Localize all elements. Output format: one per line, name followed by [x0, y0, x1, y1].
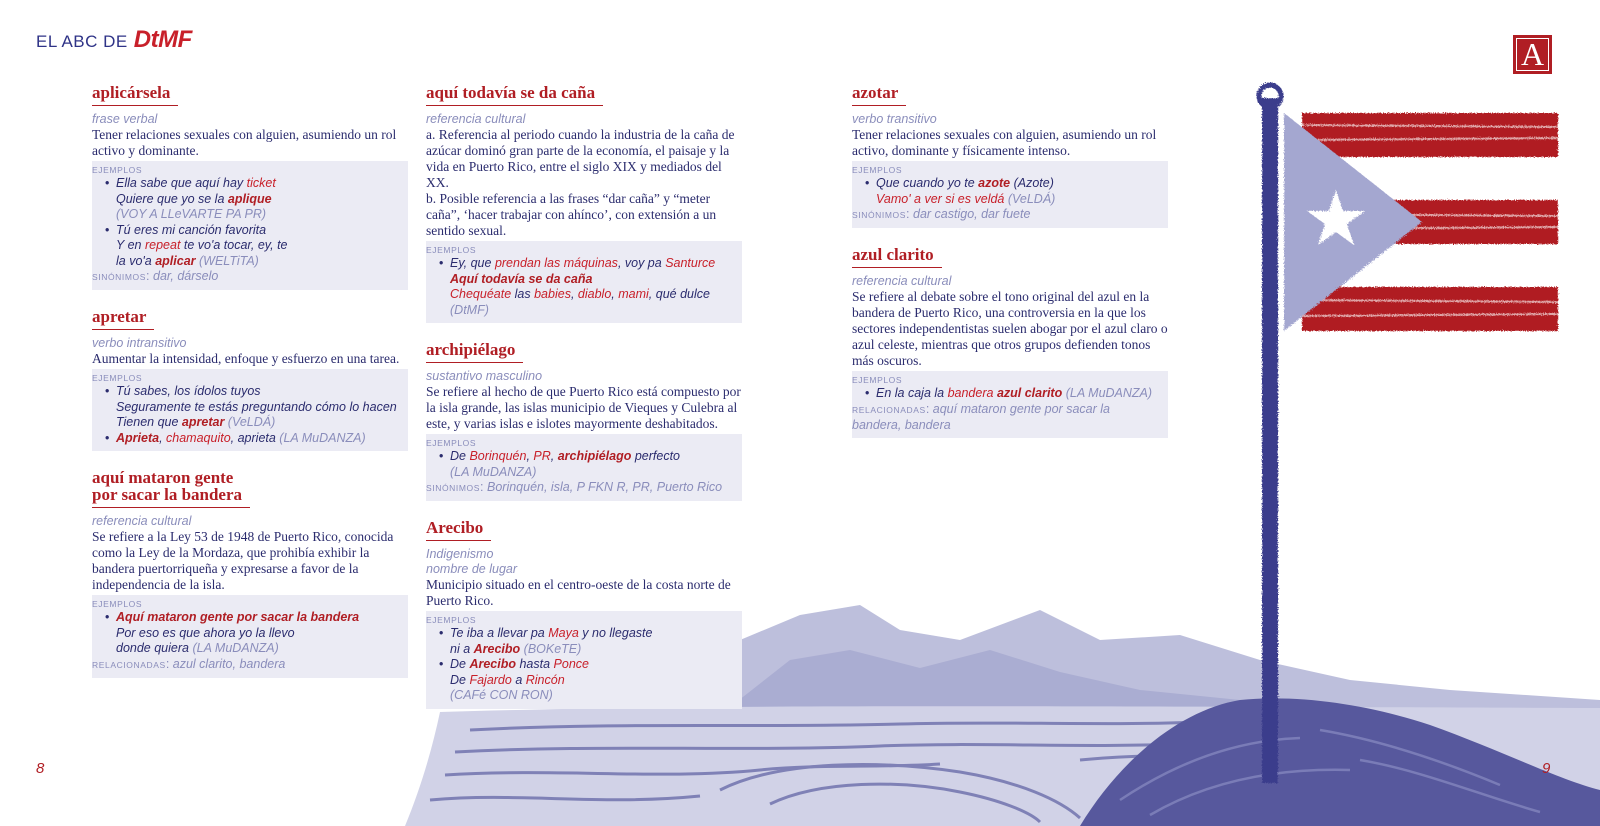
example-line: [450, 673, 736, 689]
lyric-text: las: [511, 287, 535, 301]
lyric-text: ,: [159, 430, 167, 445]
example-line: [116, 384, 402, 400]
lyric-text: De: [450, 672, 470, 687]
lyric-text: perfecto: [631, 449, 681, 463]
entry-definition: Se refiere a la Ley 53 de 1948 de Puerto Rico, conocida como la Ley de la Mordaza, que prohibía exhibir la bandera puertorriqueña y expresarse a favor de la independencia de la isla.: [92, 529, 394, 592]
dictionary-entry: [852, 80, 1168, 228]
example-line: [450, 256, 736, 272]
examples-list: [852, 386, 1162, 402]
examples-label: EJEMPLOS: [852, 375, 903, 385]
highlighted-term: Maya: [548, 626, 579, 640]
examples-list: [426, 449, 736, 480]
highlighted-term: Rincón: [525, 672, 565, 687]
lyric-source: (WELTiTA): [195, 253, 259, 268]
examples-label: EJEMPLOS: [92, 373, 143, 383]
examples-label: EJEMPLOS: [852, 165, 903, 175]
entry-headword: aquí todavía se da caña: [426, 84, 603, 106]
example-line: [116, 254, 402, 270]
example-line: [450, 287, 736, 303]
dictionary-entry: [426, 337, 742, 501]
entry-headword: archipiélago: [426, 341, 523, 363]
lyric-source: (BOKeTE): [520, 641, 582, 656]
example-item: [862, 176, 1162, 207]
example-line: [116, 610, 402, 626]
dictionary-entry: [426, 515, 742, 709]
brand-logo: DtMF: [133, 26, 192, 53]
example-line: [116, 431, 402, 447]
example-item: [862, 386, 1162, 402]
example-item: [102, 176, 402, 223]
highlighted-term: Aquí mataron gente por sacar la bandera: [116, 610, 360, 624]
highlighted-term: ticket: [246, 176, 276, 190]
example-line: [116, 176, 402, 192]
example-line: [450, 449, 736, 465]
entry-part-of-speech: Indigenismo: [426, 547, 494, 561]
footer-label: SINÓNIMOS: [426, 483, 481, 493]
lyric-text: Seguramente te estás preguntando cómo lo hacen: [116, 399, 397, 414]
lyric-text: te vo'a tocar, ey, te: [180, 238, 288, 252]
example-line: [450, 626, 736, 642]
footer-value: dar castigo, dar fuete: [913, 207, 1031, 221]
highlighted-term: bandera: [947, 386, 994, 400]
examples-box: [852, 161, 1168, 228]
examples-list: [852, 176, 1162, 207]
example-line: [876, 386, 1162, 402]
lyric-text: De: [450, 657, 470, 671]
example-item: [102, 610, 402, 657]
highlighted-term: PR: [533, 449, 551, 463]
lyric-source: (VeLDÁ): [224, 415, 276, 429]
entry-definition: Tener relaciones sexuales con alguien, asumiendo un rol activo, dominante y físicamente intenso.: [852, 127, 1157, 158]
example-item: [102, 223, 402, 270]
entry-definition: Se refiere al hecho de que Puerto Rico está compuesto por la isla grande, las islas municipio de Vieques y Culebra al este, y varias islas e islotes mayormente deshabitados.: [426, 384, 741, 431]
glossary-column-3: [852, 80, 1168, 452]
dictionary-entry: [92, 304, 408, 451]
entry-part-of-speech: referencia cultural: [92, 514, 192, 528]
dictionary-entry: [92, 465, 408, 678]
examples-box: [852, 371, 1168, 438]
lyric-text: la vo'a: [116, 253, 156, 268]
entry-definition: Tener relaciones sexuales con alguien, asumiendo un rol activo y dominante.: [92, 127, 397, 158]
entry-headword: aplicársela: [92, 84, 178, 106]
entry-part-of-speech: verbo intransitivo: [92, 336, 187, 350]
entry-headword: Arecibo: [426, 519, 491, 541]
lyric-text: De: [450, 449, 470, 463]
example-line: [116, 626, 402, 642]
examples-label: EJEMPLOS: [426, 438, 477, 448]
lyric-source: (DtMF): [450, 302, 489, 317]
lyric-text: y no llegaste: [578, 626, 653, 640]
example-line: [450, 688, 736, 704]
entry-part-of-speech: nombre de lugar: [426, 562, 518, 576]
lyric-text: hasta: [516, 657, 554, 671]
entry-part-of-speech: referencia cultural: [426, 112, 526, 126]
highlighted-term: Borinquén: [469, 449, 527, 463]
highlighted-term: Aquí todavía se da caña: [450, 271, 593, 286]
lyric-text: Ey, que: [450, 256, 495, 270]
entry-part-of-speech: referencia cultural: [852, 274, 952, 288]
example-item: [436, 657, 736, 704]
page-number-left: 8: [36, 760, 45, 777]
examples-box: [426, 434, 742, 501]
lyric-source: (VeLDÁ): [1004, 191, 1056, 206]
lyric-text: ,: [570, 287, 578, 301]
example-line: [116, 641, 402, 657]
page-number-right: 9: [1542, 760, 1551, 777]
example-item: [436, 449, 736, 480]
example-item: [436, 626, 736, 657]
footer-label: RELACIONADAS: [92, 659, 166, 670]
examples-label: EJEMPLOS: [92, 165, 143, 175]
section-letter-badge: A: [1513, 35, 1552, 74]
highlighted-term: apretar: [181, 415, 225, 429]
lyric-source: (LA MuDANZA): [192, 641, 279, 655]
running-header: [36, 26, 192, 54]
synonyms-line: SINÓNIMOS: dar castigo, dar fuete: [852, 207, 1031, 221]
footer-value: dar, dárselo: [153, 269, 219, 283]
synonyms-line: SINÓNIMOS: Borinquén, isla, P FKN R, PR, Puerto Rico: [426, 480, 723, 494]
highlighted-term: aplique: [227, 191, 272, 206]
highlighted-term: babies: [534, 287, 571, 301]
highlighted-term: Vamo' a ver si es veldá: [876, 191, 1005, 206]
lyric-text: a: [511, 672, 526, 687]
highlighted-term: archipiélago: [557, 449, 632, 463]
example-line: [876, 176, 1162, 192]
example-item: [436, 256, 736, 318]
lyric-source: (LA MuDANZA): [450, 464, 537, 479]
examples-box: [92, 369, 408, 451]
highlighted-term: azote: [978, 176, 1011, 190]
lyric-source: (LA MuDANZA): [1062, 386, 1153, 400]
glossary-column-1: [92, 80, 408, 692]
lyric-text: Quiere que yo se la: [116, 191, 228, 206]
highlighted-term: chamaquito: [166, 430, 231, 445]
lyric-text: Te iba a llevar pa: [450, 626, 549, 640]
footer-value: aquí mataron gente por sacar la bandera, bandera: [852, 401, 1110, 432]
examples-list: [426, 626, 736, 704]
lyric-text: (Azote): [1010, 176, 1054, 190]
entry-headword: azotar: [852, 84, 906, 106]
examples-box: [426, 241, 742, 323]
lyric-text: Tú eres mi canción favorita: [116, 222, 267, 237]
highlighted-term: diablo: [577, 287, 612, 301]
example-line: [116, 192, 402, 208]
lyric-text: Ella sabe que aquí hay: [116, 176, 247, 190]
example-item: [102, 384, 402, 431]
dictionary-entry: [426, 80, 742, 323]
lyric-source: (LA MuDANZA): [279, 430, 366, 445]
highlighted-term: Santurce: [665, 256, 716, 270]
lyric-text: Tienen que: [116, 415, 182, 429]
entry-definition: Municipio situado en el centro-oeste de la costa norte de Puerto Rico.: [426, 577, 731, 608]
example-line: [116, 400, 402, 416]
examples-label: EJEMPLOS: [426, 615, 477, 625]
highlighted-term: azul clarito: [996, 386, 1063, 400]
example-line: [450, 642, 736, 658]
footer-label: SINÓNIMOS: [92, 272, 147, 282]
glossary-column-2: [426, 80, 742, 723]
lyric-text: Que cuando yo te: [876, 176, 979, 190]
highlighted-term: Aprieta: [116, 430, 160, 445]
footer-value: Borinquén, isla, P FKN R, PR, Puerto Rico: [487, 480, 723, 494]
dictionary-entry: [92, 80, 408, 290]
examples-box: [426, 611, 742, 709]
lyric-text: Por eso es que ahora yo la llevo: [116, 625, 295, 640]
related-line: RELACIONADAS: azul clarito, bandera: [92, 656, 286, 671]
examples-box: [92, 595, 408, 678]
example-line: [876, 192, 1162, 208]
example-line: [116, 238, 402, 254]
entry-headword: aquí mataron gente por sacar la bandera: [92, 469, 250, 508]
lyric-text: Y en: [116, 238, 145, 252]
highlighted-term: Arecibo: [469, 657, 516, 671]
entry-part-of-speech: frase verbal: [92, 112, 158, 126]
entry-definition: a. Referencia al periodo cuando la industria de la caña de azúcar dominó gran parte de la economía, el paisaje y la vida en Puerto Rico, entre el siglo XIX y mediados del XX. b. Posible referencia a las frases “dar caña” y “meter caña”, ‘hacer trabajar con ahínco’, con extensión a un sentido sexual.: [426, 127, 735, 238]
examples-list: [92, 176, 402, 269]
entry-definition: Aumentar la intensidad, enfoque y esfuerzo en una tarea.: [92, 351, 400, 366]
highlighted-term: aplicar: [155, 253, 196, 268]
example-line: [116, 223, 402, 239]
highlighted-term: Ponce: [553, 657, 589, 671]
dictionary-entry: [852, 242, 1168, 438]
examples-list: [426, 256, 736, 318]
examples-label: EJEMPLOS: [92, 599, 143, 609]
entry-definition: Se refiere al debate sobre el tono original del azul en la bandera de Puerto Rico, una controversia en la que los sectores independentistas suelen abogar por el azul claro o azul celeste, mientras que otros grupos defienden tonos más oscuros.: [852, 289, 1168, 368]
lyric-text: , aprieta: [230, 430, 280, 445]
lyric-source: (CAFé CON RON): [450, 688, 553, 702]
example-line: [450, 272, 736, 288]
highlighted-term: Chequéate: [450, 287, 512, 301]
footer-label: SINÓNIMOS: [852, 210, 907, 220]
highlighted-term: Fajardo: [469, 672, 512, 687]
lyric-text: donde quiera: [116, 641, 193, 655]
synonyms-line: SINÓNIMOS: dar, dárselo: [92, 269, 219, 283]
lyric-text: En la caja la: [876, 386, 948, 400]
lyric-text: ,: [611, 287, 619, 301]
entry-headword: apretar: [92, 308, 154, 330]
entry-part-of-speech: verbo transitivo: [852, 112, 937, 126]
examples-box: [92, 161, 408, 290]
flag-cloth: [1284, 113, 1558, 331]
lyric-text: ,: [526, 449, 534, 463]
example-line: [116, 415, 402, 431]
footer-value: azul clarito, bandera: [172, 656, 286, 671]
highlighted-term: prendan las máquinas: [494, 256, 618, 270]
example-line: [450, 465, 736, 481]
header-prefix: EL ABC DE: [36, 32, 128, 51]
examples-list: [92, 610, 402, 657]
example-item: [102, 431, 402, 447]
related-line: RELACIONADAS: aquí mataron gente por sacar la bandera, bandera: [852, 401, 1110, 432]
entry-headword: azul clarito: [852, 246, 942, 268]
lyric-text: , qué dulce: [648, 287, 710, 301]
highlighted-term: Arecibo: [473, 641, 521, 656]
footer-label: RELACIONADAS: [852, 404, 926, 415]
lyric-text: ,: [550, 449, 558, 463]
example-line: [116, 207, 402, 223]
highlighted-term: repeat: [144, 238, 181, 252]
example-line: [450, 657, 736, 673]
examples-label: EJEMPLOS: [426, 245, 477, 255]
example-line: [450, 303, 736, 319]
lyric-source: (VOY A LLeVARTE PA PR): [116, 207, 267, 221]
highlighted-term: mami: [618, 287, 649, 301]
lyric-text: Tú sabes, los ídolos tuyos: [116, 384, 261, 398]
examples-list: [92, 384, 402, 446]
lyric-text: ni a: [450, 641, 474, 656]
flag-pole: [1262, 98, 1278, 783]
entry-part-of-speech: sustantivo masculino: [426, 369, 543, 383]
lyric-text: , voy pa: [617, 256, 666, 270]
